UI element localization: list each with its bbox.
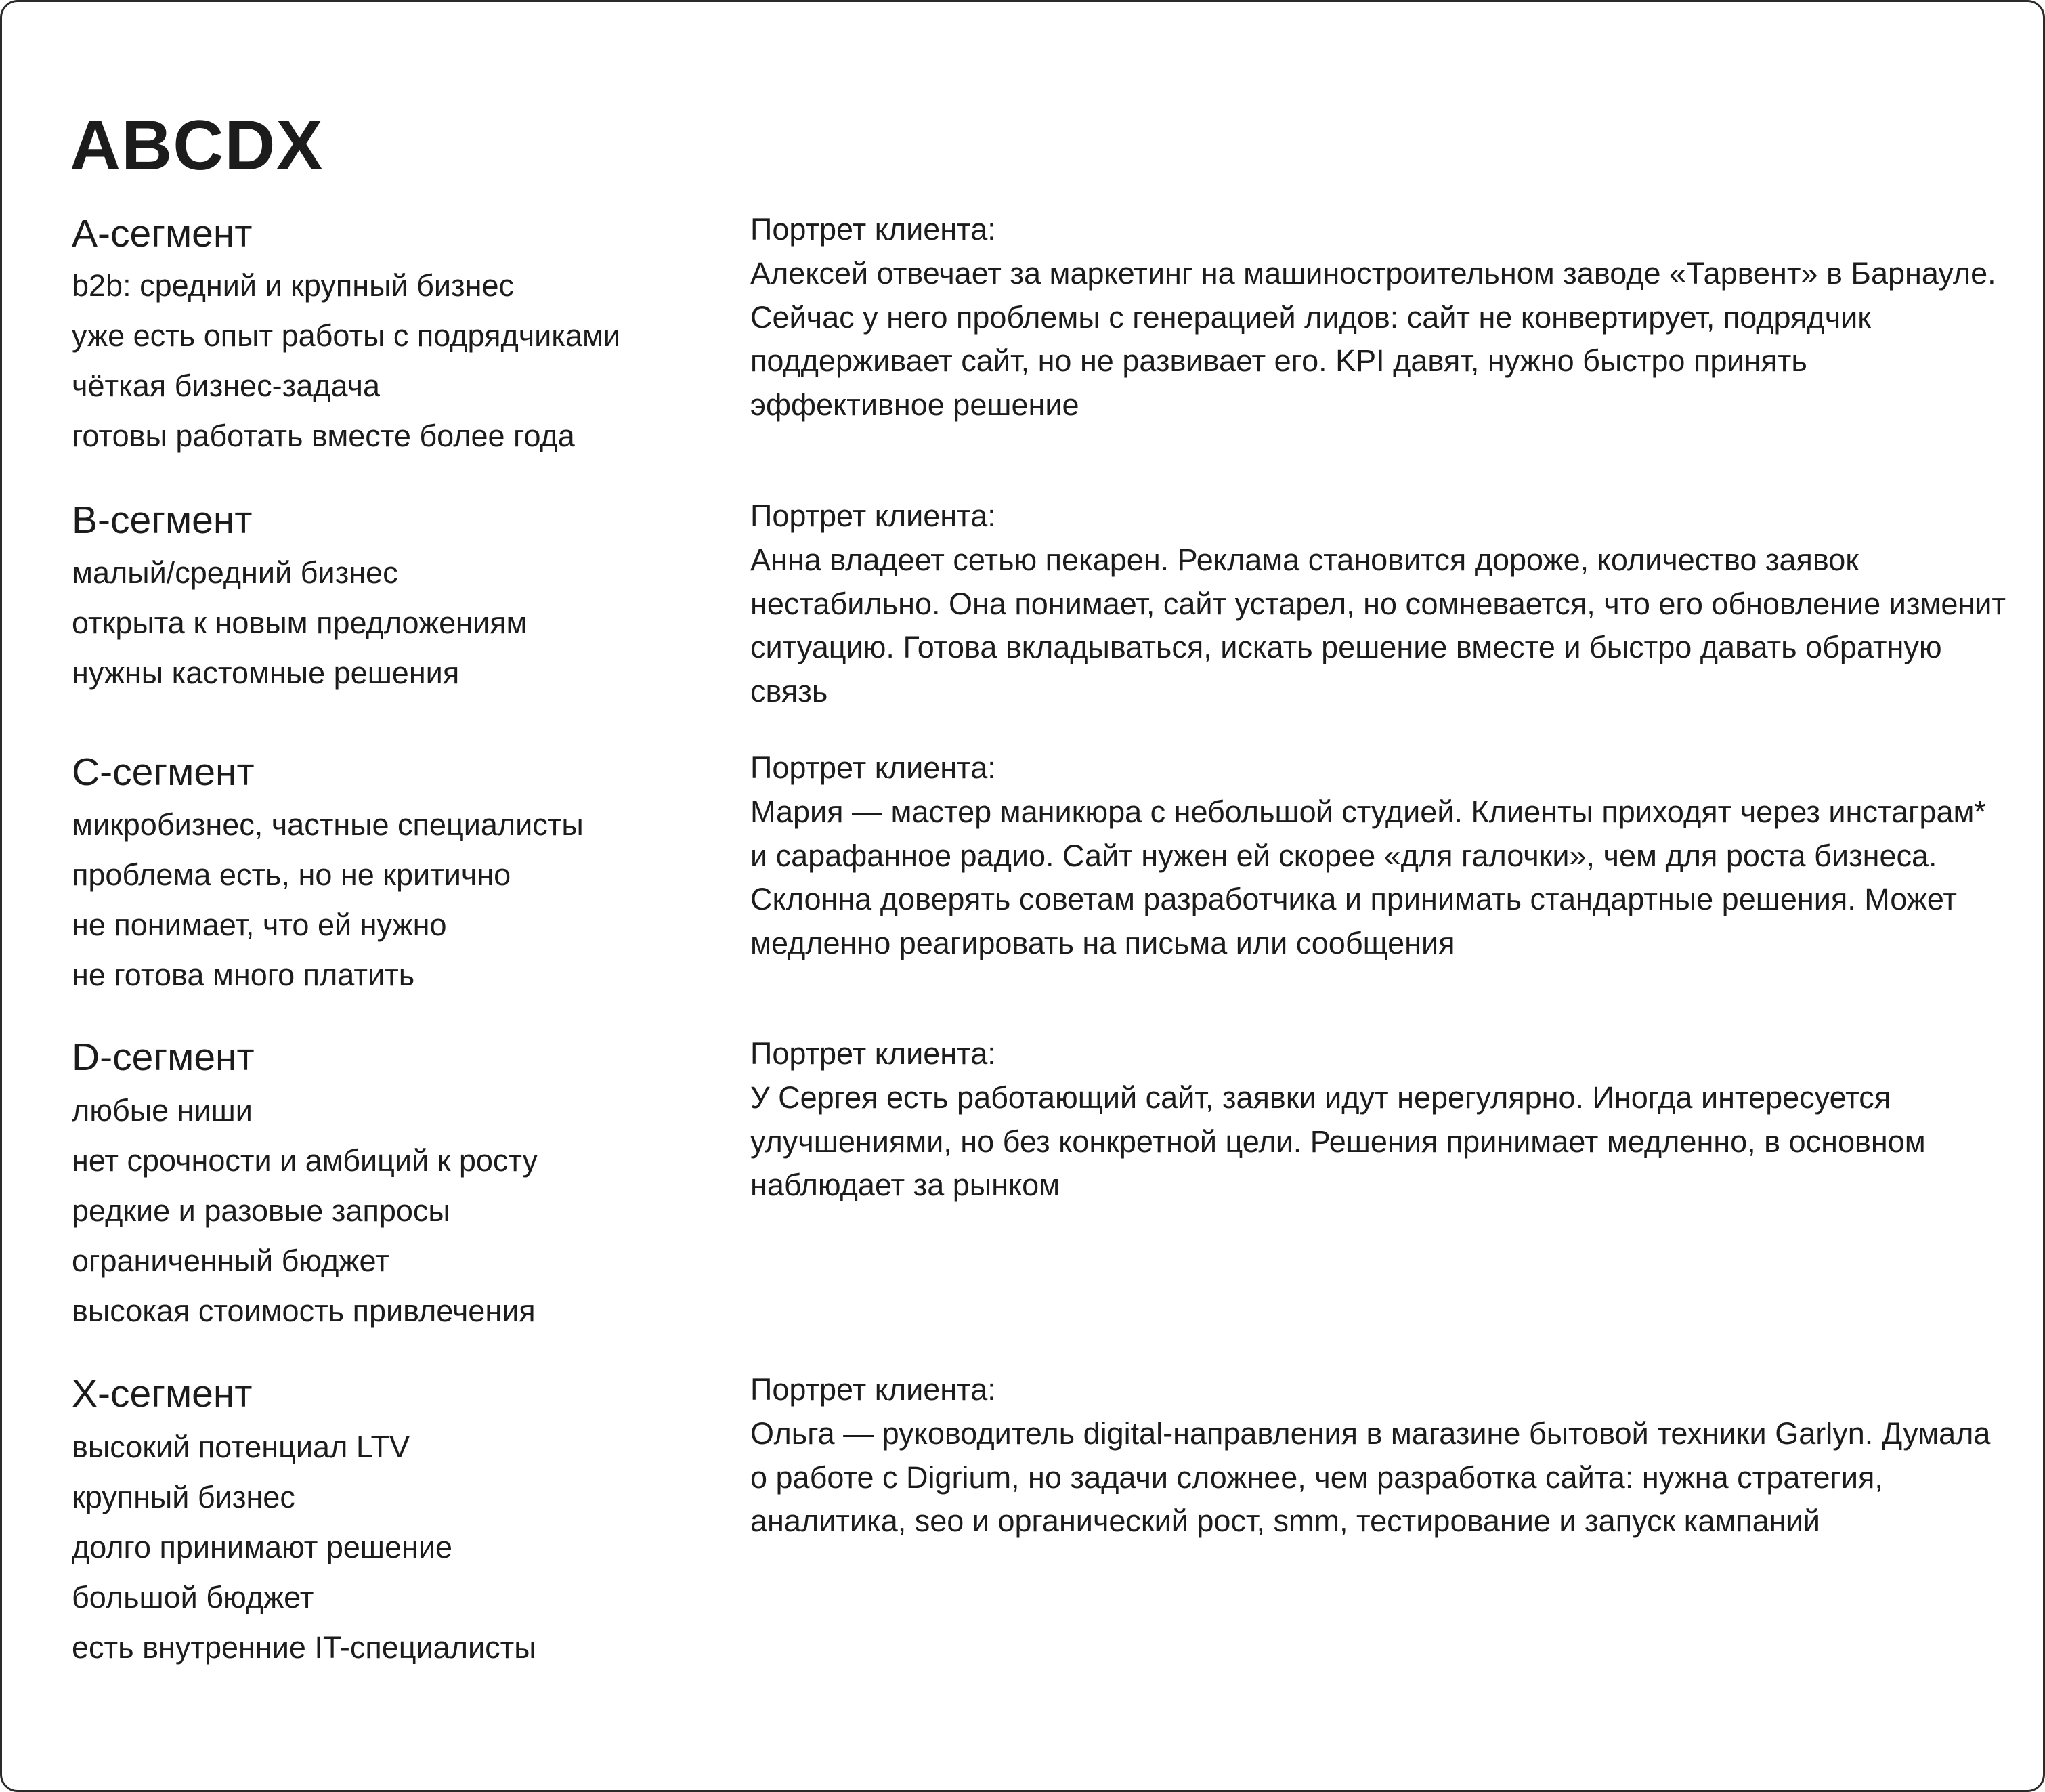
segment-c-trait: микробизнес, частные специалисты [72,807,584,842]
segment-c-trait: не готова много платить [72,958,415,992]
segment-a-traits [72,261,620,461]
segment-x-trait: высокий потенциал LTV [72,1430,410,1464]
segment-x-trait: долго принимают решение [72,1530,453,1564]
segment-c-trait: не понимает, что ей нужно [72,908,447,942]
portrait-label: Портрет клиента: [750,1372,996,1407]
segment-d-trait: ограниченный бюджет [72,1243,389,1278]
segment-c-traits [72,800,584,1000]
portrait-label: Портрет клиента: [750,750,996,785]
portrait-label: Портрет клиента: [750,212,996,247]
segment-d-title: D-сегмент [72,1036,255,1079]
segment-d-trait: редкие и разовые запросы [72,1193,450,1228]
segment-x-portrait [750,1367,2010,1543]
segment-c-portrait [750,746,2010,965]
portrait-text: Мария — мастер маникюра с небольшой студией. Клиенты приходят через инстаграм* и сарафанное радио. Сайт нужен ей скорее «для галочки», чем для роста бизнеса. Склонна доверять советам разработчика и принимать стандартные решения. Может медленно реагировать на письма или сообщения [750,794,1986,960]
segment-x-trait: большой бюджет [72,1580,314,1615]
segment-a-trait: готовы работать вместе более года [72,419,575,453]
portrait-label: Портрет клиента: [750,498,996,533]
segment-c-title: C-сегмент [72,750,255,794]
segment-d-traits [72,1086,538,1336]
portrait-text: Анна владеет сетью пекарен. Реклама становится дороже, количество заявок нестабильно. Она понимает, сайт устарел, но сомневается, что его обновление изменит ситуацию. Готова вкладываться, искать решение вместе и быстро давать обратную связь [750,542,2006,708]
segment-a-trait: уже есть опыт работы с подрядчиками [72,318,621,353]
segment-d-trait: нет срочности и амбиций к росту [72,1143,538,1178]
page-title: ABCDX [70,106,324,185]
segment-a-portrait [750,207,2010,427]
segment-x-trait: есть внутренние IT-специалисты [72,1630,536,1665]
segment-b-traits [72,548,528,698]
segment-x-traits [72,1422,536,1673]
segment-x-title: X-сегмент [72,1372,253,1415]
segment-d-trait: любые ниши [72,1093,253,1128]
portrait-label: Портрет клиента: [750,1036,996,1071]
segment-b-trait: нужны кастомные решения [72,656,460,690]
segment-c-trait: проблема есть, но не критично [72,857,511,892]
portrait-text: Ольга — руководитель digital-направления в магазине бытовой техники Garlyn. Думала о работе с Digrium, но задачи сложнее, чем разработка сайта: нужна стратегия, аналитика, seo и органический рост, smm, тестирование и запуск кампаний [750,1416,1991,1538]
segment-d-trait: высокая стоимость привлечения [72,1294,536,1328]
segment-b-trait: открыта к новым предложениям [72,605,528,640]
segment-b-portrait [750,494,2010,713]
segment-d-portrait [750,1031,2010,1208]
segment-b-trait: малый/средний бизнес [72,555,398,590]
segment-a-trait: чёткая бизнес-задача [72,368,380,403]
portrait-text: Алексей отвечает за маркетинг на машиностроительном заводе «Тарвент» в Барнауле. Сейчас у него проблемы с генерацией лидов: сайт не конвертирует, подрядчик поддерживает сайт, но не развивает его. KPI давят, нужно быстро принять эффективное решение [750,256,1996,422]
segment-b-title: B-сегмент [72,498,253,542]
segment-a-title: A-сегмент [72,212,253,255]
portrait-text: У Сергея есть работающий сайт, заявки идут нерегулярно. Иногда интересуется улучшениями, но без конкретной цели. Решения принимает медленно, в основном наблюдает за рынком [750,1080,1926,1202]
segment-x-trait: крупный бизнес [72,1480,295,1514]
segment-a-trait: b2b: средний и крупный бизнес [72,268,515,303]
